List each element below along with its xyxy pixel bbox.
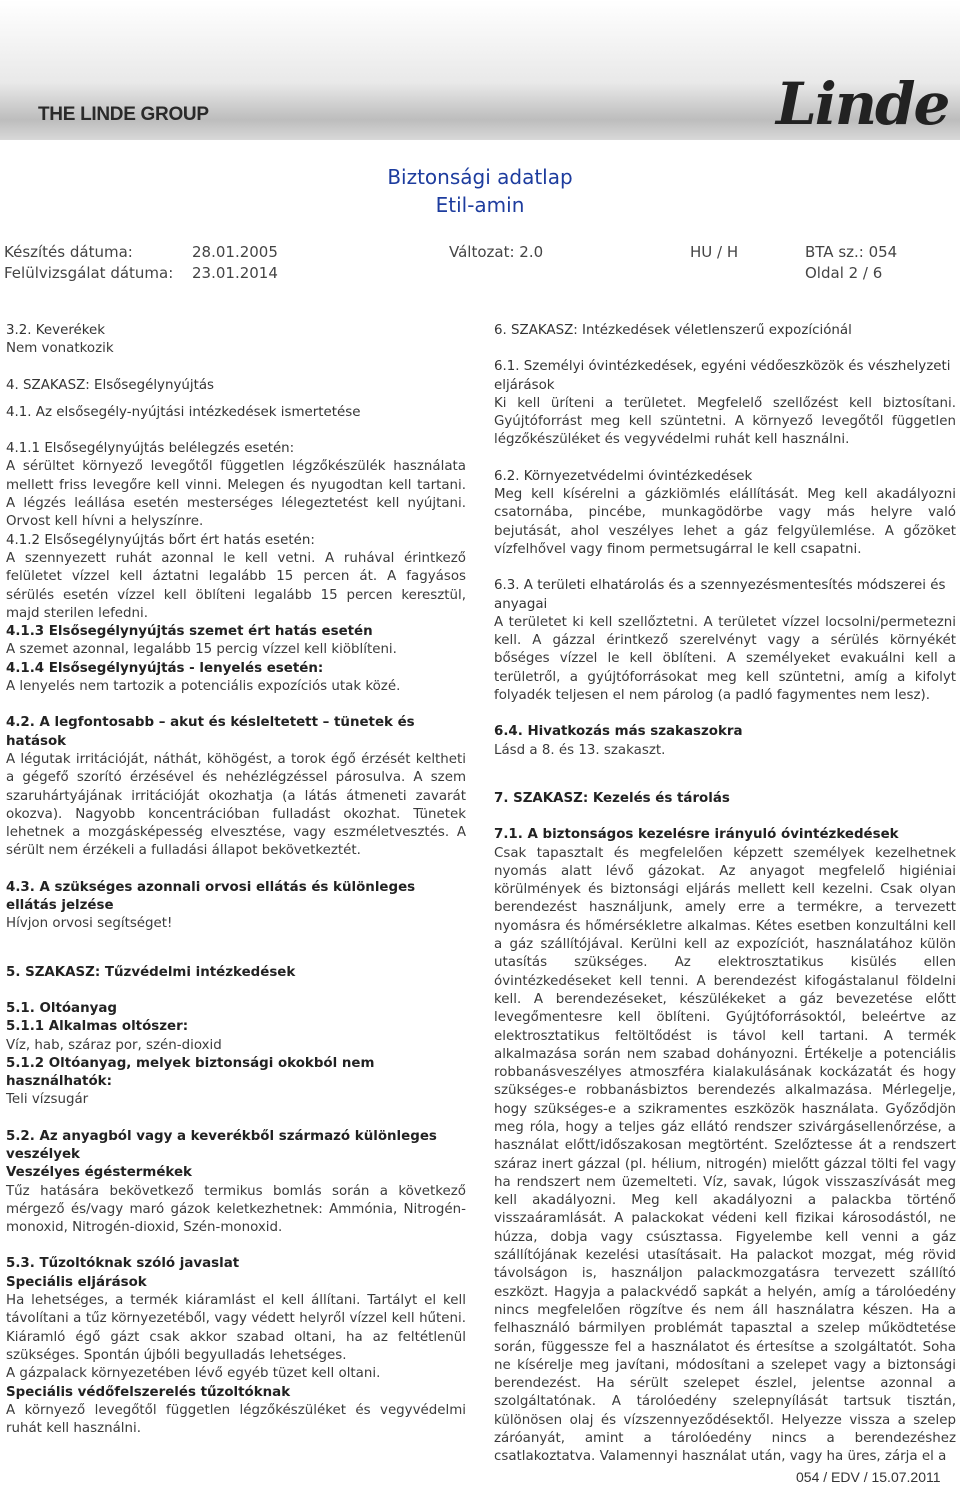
section-6-4-text: Lásd a 8. és 13. szakaszt. bbox=[494, 742, 666, 758]
section-5-title: 5. SZAKASZ: Tűzvédelmi intézkedések bbox=[6, 964, 296, 980]
footer-code: 054 / EDV / 15.07.2011 bbox=[796, 1469, 941, 1485]
section-3-2-text: Nem vonatkozik bbox=[6, 341, 114, 357]
section-5-3-subtitle-2: Speciális védőfelszerelés tűzoltóknak bbox=[6, 1384, 291, 1400]
country-code: HU / H bbox=[690, 243, 739, 261]
section-4-3-title: 4.3. A szükséges azonnali orvosi ellátás és különleges ellátás jelzése bbox=[6, 879, 416, 914]
section-5-1-title: 5.1. Oltóanyag bbox=[6, 1000, 117, 1016]
section-6-2-title: 6.2. Környezetvédelmi óvintézkedések bbox=[494, 468, 753, 484]
section-3-2-title: 3.2. Keverékek bbox=[6, 323, 106, 338]
group-name: THE LINDE GROUP bbox=[38, 104, 209, 125]
section-4-1-1-title: 4.1.1 Elsősegélynyújtás belélegzés esetén: bbox=[6, 441, 295, 457]
section-4-1-2-title: 4.1.2 Elsősegélynyújtás bőrt ért hatás esetén: bbox=[6, 532, 315, 548]
section-5-1-1-text: Víz, hab, száraz por, szén-dioxid bbox=[6, 1037, 222, 1053]
section-4-1-4-text: A lenyelés nem tartozik a potenciális expozíciós utak közé. bbox=[6, 679, 401, 695]
section-5-1-2-title: 5.1.2 Oltóanyag, melyek biztonsági okokból nem használhatók: bbox=[6, 1055, 375, 1090]
section-5-3-text: Ha lehetséges, a termék kiáramlást el kell állítani. Tartályt el kell távolítani a tűz környezetéből, vagy védett helyről vízzel kell hűteni. Kiáramló égő gázt csak akkor szabad oltani, ha az feltétlenül szükséges. Spontán újbóli begyulladás lehetséges. bbox=[6, 1293, 466, 1363]
section-5-3-subtitle: Speciális eljárások bbox=[6, 1274, 147, 1290]
section-6-1-title: 6.1. Személyi óvintézkedések, egyéni védőeszközök és vészhelyzeti eljárások bbox=[494, 359, 951, 393]
header-banner bbox=[0, 0, 960, 150]
created-label: Készítés dátuma: bbox=[4, 243, 133, 261]
section-7-1-title: 7.1. A biztonságos kezelésre irányuló óvintézkedések bbox=[494, 827, 899, 843]
section-6-3-title: 6.3. A területi elhatárolás és a szennyezésmentesítés módszerei és anyagai bbox=[494, 578, 946, 612]
right-column bbox=[494, 322, 956, 1467]
section-5-1-2-text: Teli vízsugár bbox=[6, 1092, 89, 1108]
section-6-3-text: A területet ki kell szellőztetni. A területet vízzel locsolni/permetezni kell. A gázzal érintkező szerelvényt vagy a sérülés környékét bőséges vízzel le kell öblíteni. A személyeket evakuálni kell a területről, a gyújtóforrásokat meg kell szüntetni, amíg a kifolyt folyadék teljesen el nem párolog (a padló fagymentes nem lesz). bbox=[494, 614, 956, 704]
bta-number: BTA sz.: 054 bbox=[805, 243, 898, 261]
section-5-2-text: Tűz hatására bekövetkező termikus bomlás során a következő mérgező és/vagy maró gázok keletkezhetnek: Ammónia, Nitrogén-monoxid, Nitrogén-dioxid, Szén-monoxid. bbox=[6, 1183, 466, 1236]
section-4-1-title: 4.1. Az elsősegély-nyújtási intézkedések ismertetése bbox=[6, 404, 361, 420]
section-5-2-title: 5.2. Az anyagból vagy a keverékből származó különleges veszélyek bbox=[6, 1128, 437, 1162]
section-4-1-3-title: 4.1.3 Elsősegélynyújtás szemet ért hatás esetén bbox=[6, 624, 373, 640]
section-7-1-text: Csak tapasztalt és megfelelően képzett személyek kezelhetnek nyomás alatt lévő gázokat. Az anyagot megfelelő higiéniai körülmények és biztonsági eljárás mellett kell kezelni. Csak olyan berendezést használjunk, amely erre a termékre, a tervezett nyomásra és hőmérsékletre alkalmas. Kétes esetben konzultálni kell a gáz szállítójával. Kerülni kell az expozíciót, használatához külön utasítás szükséges. Az elektrosztatikus kisülés ellen óvintézkedéseket kell tenni. A berendezést kifogástalanul földelni kell. A berendezéseket, készülékeket a gáz bevezetése előtt levegőmentesre kell öblíteni. Gyújtóforrásoktól, beleértve az elektrosztatikus feltöltődést is távol kell tartani. A termék alkalmazása során nem szabad dohányozni. Értékelje a potenciális robbanásveszélyes atmoszféra kialakulásának kockázatát és hogy szükséges-e robbanásbiztos berendezés alkalmazása. Mérlegelje, hogy szükséges-e a szikramentes eszközök használata. Győződjön meg róla, hogy a teljes gáz ellátó rendszer szivárgásellenőrzése, a használat előtt/időszakosan megtörtént. Szelőztesse át a rendszert száraz inert gázzal (pl. hélium, nitrogén) mielőtt gázzal tölti fel vagy ha rendszert nem üzemelteti. Víz, savak, lúgok visszaszívását meg kell akadályozni. Meg kell akadályozni a palackba történő visszaáramlását. A palackokat védeni kell fizikai károsodástól, ne húzza, dobja vagy csúsztassa. Figyelembe kell venni a gáz szállítójának kezelési utasításait. Ha palackot mozgat, még rövid távolságon is, használjon palackmozgatásra tervezett szállító eszközt. Hagyja a palackvédő sapkát a helyén, amíg a tárolóedény nincs megfelelően rögzítve és nem áll használatra készen. Ha a felhasználó bármilyen problémát tapasztal a szelep működtetése során, függessze fel a használatot és értesítse a szolgáltatót. Soha ne kísérelje meg javítani, módosítani a szelepet vagy a biztonsági berendezést. Ha sérült szelepet észlel, jelentse azonnal a szolgáltatónak. A tárolóedény szelepnyílását tartsuk tisztán, különösen olaj és vízszennyeződésektől. Helyezze vissza a szelep záróanyát, amint a tárolóedény nincs a berendezéshez csatlakoztatva. Valamennyi használat után, vagy ha üres, zárja el a bbox=[494, 845, 956, 1465]
page-number: Oldal 2 / 6 bbox=[805, 264, 883, 282]
section-6-4-title: 6.4. Hivatkozás más szakaszokra bbox=[494, 724, 743, 740]
section-5-2-subtitle: Veszélyes égéstermékek bbox=[6, 1165, 192, 1181]
product-name: Etil-amin bbox=[435, 193, 525, 217]
version: Változat: 2.0 bbox=[449, 243, 544, 261]
section-4-3-text: Hívjon orvosi segítséget! bbox=[6, 916, 173, 932]
section-6-2-text: Meg kell kísérelni a gázkiömlés elállítását. Meg kell akadályozni csatornába, pincébe, munkagödörbe vagy más helyre való bejutását, ahol veszélyes lehet a gáz felgyülemlése. A gőzöket vízfelhővel vagy finom permetsugárral le kell csapatni. bbox=[494, 487, 956, 557]
section-5-3-text-3: A környező levegőtől független légzőkészüléket és vegyvédelmi ruhát kell használni. bbox=[6, 1402, 466, 1437]
section-4-2-text: A légutak irritációját, náthát, köhögést, a torok égő érzését keltheti a gégefő szorító érzésével és nehézlégzéssel párosulva. A szem szaruhártyájának irritációját okozhatja (a látás átmeneti zavarát okozva). Nagyobb koncentrációban fulladást okozhat. Tünetek lehetnek a mozgásképesség elvesztése, vagy eszméletvesztés. A sérült nem érzékeli a fulladási állapot bekövetkeztét. bbox=[6, 751, 466, 859]
created-date: 28.01.2005 bbox=[192, 243, 278, 261]
section-6-1-text: Ki kell üríteni a területet. Megfelelő szellőzést kell biztosítani. Gyújtóforrást meg kell szüntetni. A környező levegőtől független légzőkészüléket és vegyvédelmi ruhát kell használni. bbox=[494, 395, 956, 448]
left-column bbox=[6, 322, 466, 1438]
section-5-3-title: 5.3. Tűzoltóknak szóló javaslat bbox=[6, 1256, 240, 1272]
section-4-1-4-title: 4.1.4 Elsősegélynyújtás - lenyelés esetén: bbox=[6, 660, 324, 676]
section-4-1-1-text: A sérültet környező levegőtől független légzőkészülék használata mellett friss levegőre kell vinni. Melegen és nyugodtan kell tartani. A légzés leállása esetén mesterséges lélegeztetést kell nyújtani. Orvost kell hívni a helyszínre. bbox=[6, 459, 466, 530]
section-5-1-1-title: 5.1.1 Alkalmas oltószer: bbox=[6, 1019, 189, 1035]
section-6-title: 6. SZAKASZ: Intézkedések véletlenszerű expozíciónál bbox=[494, 323, 852, 338]
section-7-title: 7. SZAKASZ: Kezelés és tárolás bbox=[494, 790, 730, 806]
linde-logo: Linde bbox=[776, 70, 949, 138]
document-title: Biztonsági adatlap bbox=[387, 165, 573, 189]
section-4-2-title: 4.2. A legfontosabb – akut és késleltetett – tünetek és hatások bbox=[6, 715, 415, 749]
section-4-1-2-text: A szennyezett ruhát azonnal le kell vetni. A ruhával érintkező felületet vízzel kell áztatni legalább 15 percen át. A fagyásos sérülés esetén vízzel kell öblíteni legalább 15 percen keresztül, majd sterilen lefedni. bbox=[6, 550, 466, 621]
revised-date: 23.01.2014 bbox=[192, 264, 278, 282]
section-4-title: 4. SZAKASZ: Elsősegélynyújtás bbox=[6, 377, 215, 393]
section-4-1-3-text: A szemet azonnal, legalább 15 percig vízzel kell kiöblíteni. bbox=[6, 642, 397, 658]
revised-label: Felülvizsgálat dátuma: bbox=[4, 264, 174, 282]
section-5-3-text-2: A gázpalack környezetében lévő egyéb tüzet kell oltani. bbox=[6, 1366, 381, 1382]
